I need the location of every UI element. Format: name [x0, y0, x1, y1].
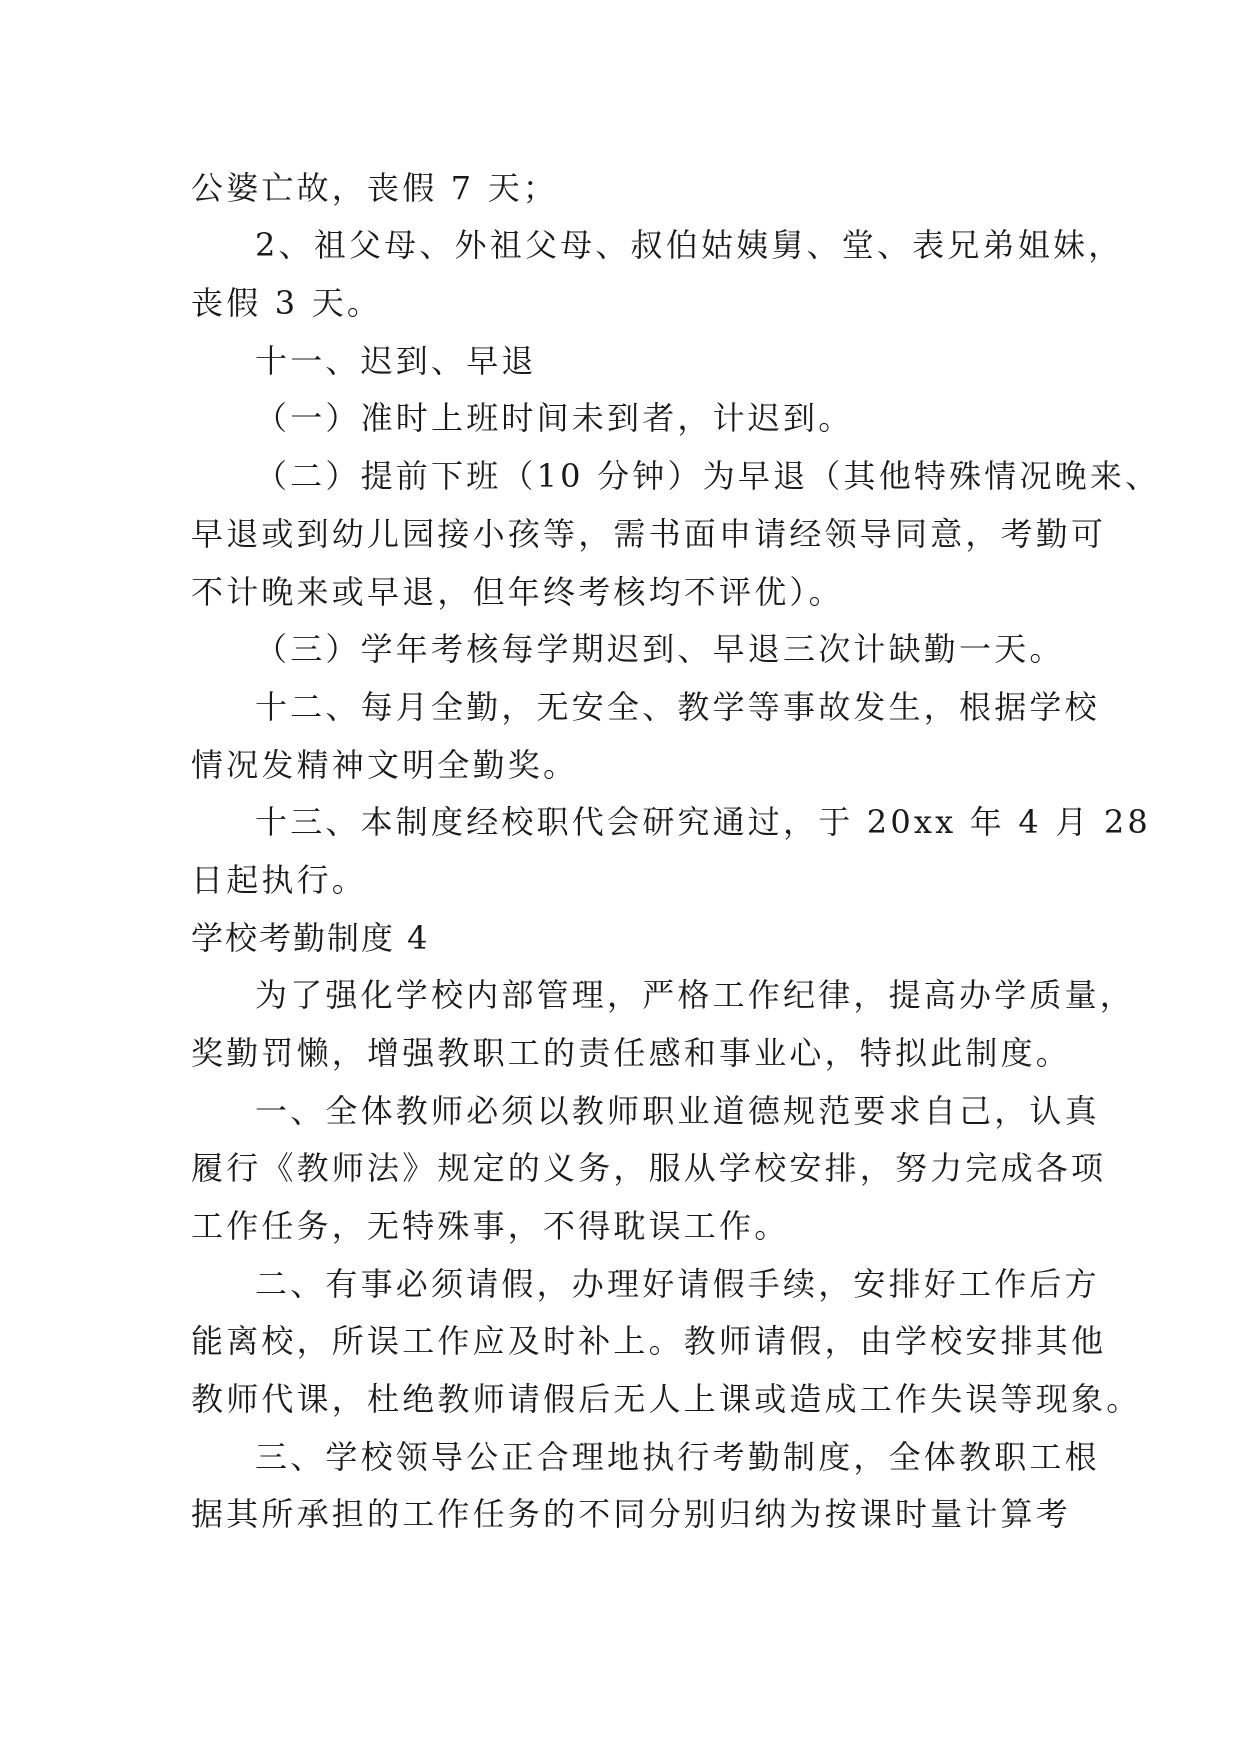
text-line: 早退或到幼儿园接小孩等，需书面申请经领导同意，考勤可: [191, 515, 1107, 553]
text-line: 不计晚来或早退，但年终考核均不评优）。: [191, 573, 844, 611]
text-line: 2、祖父母、外祖父母、叔伯姑姨舅、堂、表兄弟姐妹，: [255, 226, 1124, 264]
text-line: 十二、每月全勤，无安全、教学等事故发生，根据学校: [255, 688, 1100, 726]
text-line: 工作任务，无特殊事，不得耽误工作。: [191, 1207, 790, 1245]
text-line: 一、全体教师必须以教师职业道德规范要求自己，认真: [255, 1092, 1100, 1130]
text-line: 履行《教师法》规定的义务，服从学校安排，努力完成各项: [191, 1149, 1107, 1187]
text-line: 教师代课，杜绝教师请假后无人上课或造成工作失误等现象。: [191, 1380, 1142, 1418]
text-line: 三、学校领导公正合理地执行考勤制度，全体教职工根: [255, 1438, 1100, 1476]
section-heading: 十一、迟到、早退: [255, 342, 537, 380]
text-line: （一）准时上班时间未到者，计迟到。: [255, 399, 854, 437]
text-line: （二）提前下班（10 分钟）为早退（其他特殊情况晚来、: [255, 457, 1161, 495]
text-line: 为了强化学校内部管理，严格工作纪律，提高办学质量，: [255, 976, 1136, 1014]
text-line: 日起执行。: [191, 861, 368, 899]
text-line: 奖勤罚懒，增强教职工的责任感和事业心，特拟此制度。: [191, 1034, 1072, 1072]
document-title: 学校考勤制度 4: [191, 919, 430, 957]
text-line: 丧假 3 天。: [191, 284, 383, 322]
text-line: 据其所承担的工作任务的不同分别归纳为按课时量计算考: [191, 1495, 1072, 1533]
text-line: 公婆亡故，丧假 7 天；: [191, 169, 559, 207]
text-line: 二、有事必须请假，办理好请假手续，安排好工作后方: [255, 1265, 1100, 1303]
text-line: （三）学年考核每学期迟到、早退三次计缺勤一天。: [255, 630, 1065, 668]
text-line: 十三、本制度经校职代会研究通过，于 20xx 年 4 月 28: [255, 803, 1151, 841]
text-line: 情况发精神文明全勤奖。: [191, 746, 579, 784]
text-line: 能离校，所误工作应及时补上。教师请假，由学校安排其他: [191, 1322, 1107, 1360]
